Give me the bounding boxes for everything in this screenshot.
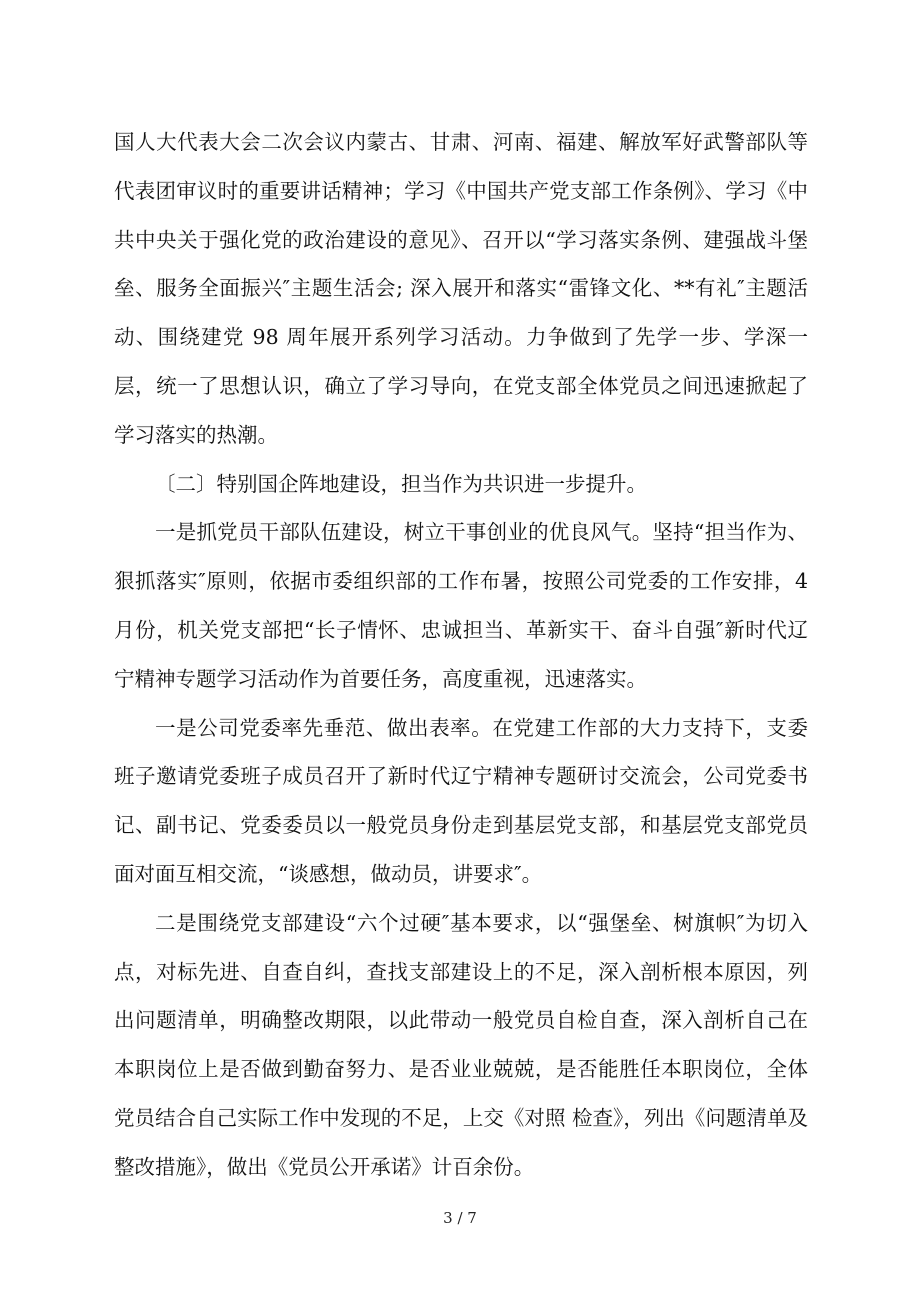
page-number: 3 / 7 [443,1209,477,1227]
paragraph-1: 国人大代表大会二次会议内蒙古、甘肃、河南、福建、解放军好武警部队等代表团审议时的重要讲话精神；学习《中国共产党支部工作条例》、学习《中共中央关于强化党的政治建设的意见》、召开以“学习落实条例、建强战斗堡垒、服务全面振兴″主题生活会; 深入展开和落实“雷锋文化、**有礼″主题活动、围绕建党 98 周年展开系列学习活动。力争做到了先学一步、学深一层，统一了思想认识，确立了学习导向，在党支部全体党员之间迅速掀起了学习落实的热潮。 [114,130,808,447]
paragraph-3: 一是抓党员干部队伍建设，树立干事创业的优良风气。坚持“担当作为、狠抓落实″原则，依据市委组织部的工作布暑，按照公司党委的工作安排，4 月份，机关党支部把“长子情怀、忠诚担当、革新实干、奋斗自强″新时代辽宁精神专题学习活动作为首要任务，高度重视，迅速落实。 [114,520,808,691]
section-heading-2: 〔二〕特别国企阵地建设，担当作为共识进一步提升。 [155,471,647,496]
paragraph-4: 一是公司党委率先垂范、做出表率。在党建工作部的大力支持下，支委班子邀请党委班子成员召开了新时代辽宁精神专题研讨交流会，公司党委书记、副书记、党委委员以一般党员身份走到基层党支部，和基层党支部党员面对面互相交流，“谈感想，做动员，讲要求″。 [114,715,808,886]
document-body [114,118,808,1192]
paragraph-5: 二是围绕党支部建设“六个过硬″基本要求，以“强堡垒、树旗帜″为切入点，对标先进、自查自纠，查找支部建设上的不足，深入剖析根本原因，列出问题清单，明确整改期限，以此带动一般党员自检自查，深入剖析自己在本职岗位上是否做到勤奋努力、是否业业兢兢，是否能胜任本职岗位，全体党员结合自己实际工作中发现的不足，上交《对照 检查》，列出《问题清单及整改措施》，做出《党员公开承诺》计百余份。 [114,910,808,1179]
